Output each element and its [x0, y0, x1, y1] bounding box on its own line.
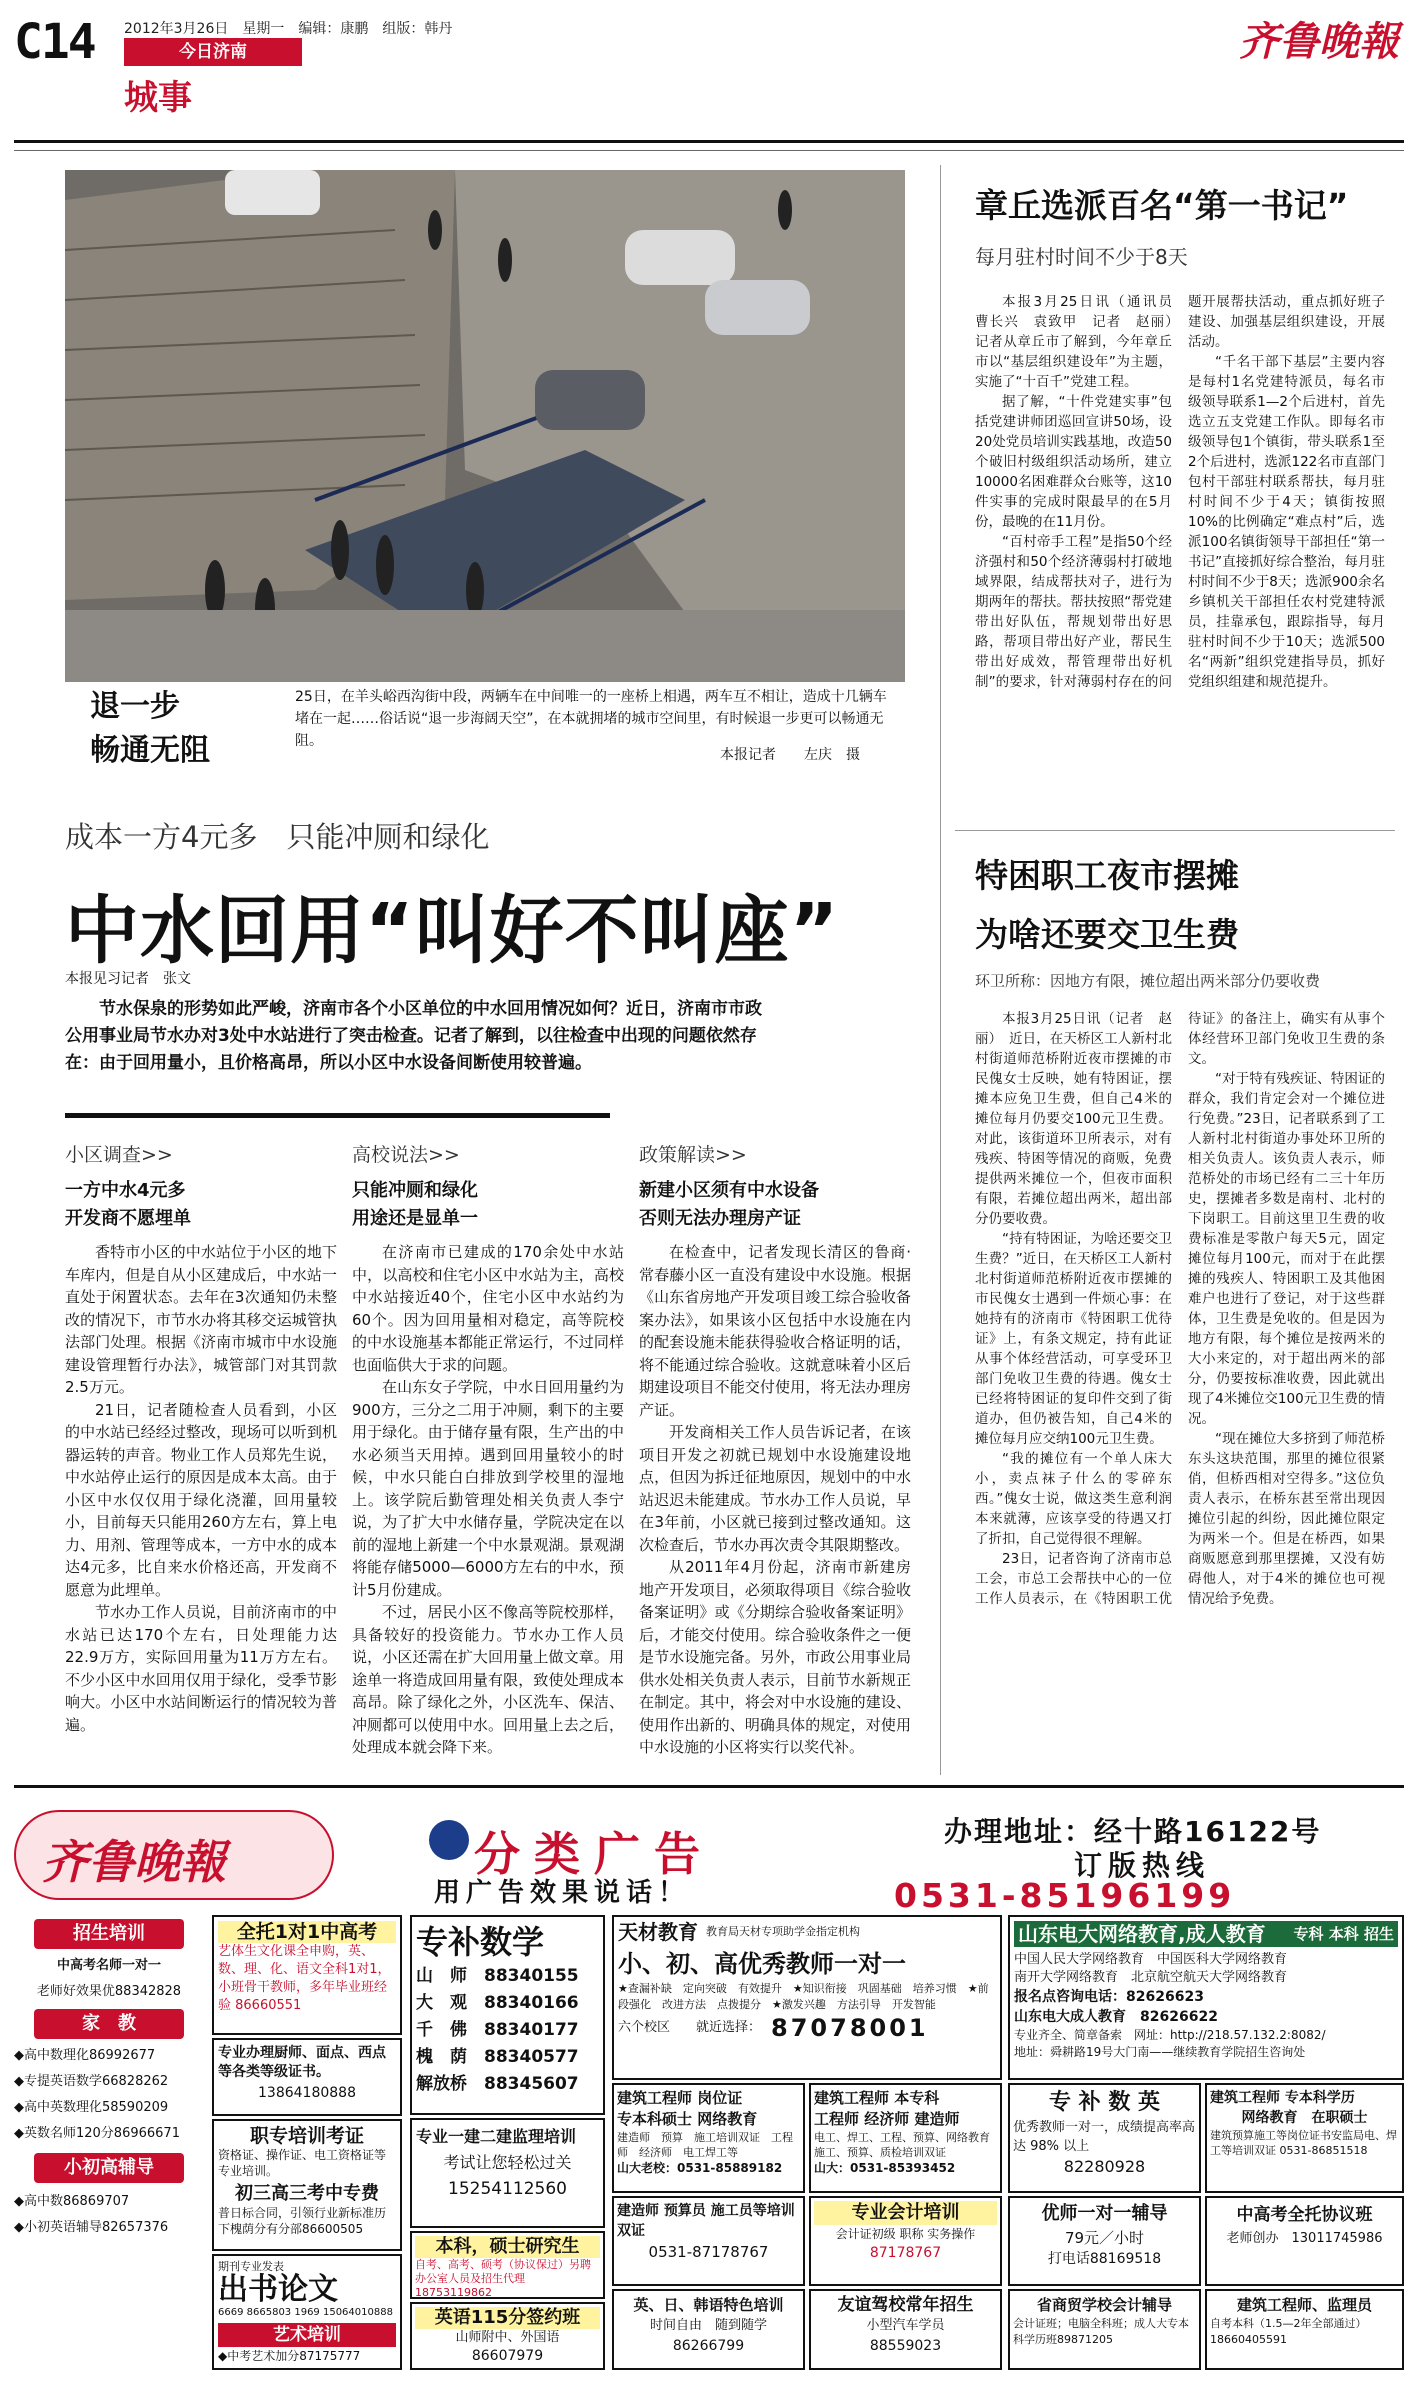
ad-list-column — [14, 1915, 204, 2370]
paragraph: 本报3月25日讯（通讯员 曹长兴 袁致甲 记者 赵丽） 记者从章丘市了解到，今年章丘市以“基层组织建设年”为主题，实施了“十百千”党建工程。 — [975, 294, 1186, 390]
ad-tag: 艺术培训 — [218, 2323, 396, 2347]
column-title-line2: 否则无法办理房产证 — [639, 1208, 801, 1229]
ad-body: 考试让您轻松过关 — [443, 2153, 572, 2172]
ad-brand-row — [618, 1921, 996, 1943]
ad-title: 建筑工程师、监理员 — [1236, 2296, 1372, 2314]
ad-line: 中高考名师一对一 — [56, 1958, 161, 1973]
masthead-logo: 齐鲁晚報 — [1239, 18, 1399, 65]
ad-phone: 报名点咨询电话：82626623 — [1014, 1989, 1204, 2005]
ad-box-tiancai — [612, 1915, 1002, 2080]
campus-name: 解放桥 — [416, 2074, 467, 2094]
paragraph: 在山东女子学院，中水日回用量约为900方，三分之二用于冲厕，剩下的主要用于绿化。由于储存量有限，生产出的中水必须当天用掉。遇到回用量较小的时候，中水只能白白排放到学校里的湿地上。该学院后勤管理处相关负责人李宁说，为了扩大中水储存量，学院决定在以前的湿地上新建一个中水景观湖。景观湖将能存储5000—6000方左右的中水，预计5月份建成。 — [352, 1378, 624, 1599]
column-title — [639, 1177, 911, 1233]
ad-line: ◆中考艺术加分87175777 — [218, 2349, 361, 2363]
right-divider — [955, 830, 1395, 831]
ad-body: 电工、焊工、工程、预算、网络教育施工、预算、质检培训双证 — [814, 2131, 990, 2159]
classified-banner — [14, 1810, 1404, 1915]
ad-box — [212, 2119, 402, 2251]
paragraph: 23日，记者咨询了济南市总工会，市总工会帮扶中心的一位工作人员表示，在《特困职工优待证》的备注上，确实有从事个体经营环卫部门免收卫生费的条文。 — [975, 1011, 1385, 1607]
campus-phone: 88340577 — [484, 2047, 579, 2067]
column-title-line2: 开发商不愿埋单 — [65, 1208, 191, 1229]
column-kicker: 高校说法>> — [352, 1144, 460, 1166]
column-body — [352, 1241, 624, 1759]
campus-name: 千 佛 — [416, 2020, 467, 2040]
paragraph: 开发商相关工作人员告诉记者，在该项目开发之初就已规划中水设施建设地点，但因为拆迁征地原因，规划中的中水站迟迟未能建成。节水办工作人员说，早在3年前，小区就已接到过整改通知。这次检查后，节水办再次责令其限期整改。 — [639, 1423, 911, 1554]
ad-title: 省商贸学校会计辅导 — [1036, 2296, 1172, 2314]
ad-phone: 0531-87178767 — [648, 2243, 769, 2261]
column-kicker: 小区调查>> — [65, 1144, 173, 1166]
news-photo — [65, 170, 905, 722]
photo-title — [90, 685, 210, 773]
right-article-1-body — [975, 292, 1385, 832]
column-title — [65, 1177, 337, 1233]
ad-body: 优秀教师一对一，成绩提高率高达 98% 以上 — [1013, 2120, 1196, 2154]
column-body — [65, 1241, 337, 1736]
ad-phone-row — [416, 1963, 599, 1990]
main-lead: 节水保泉的形势如此严峻，济南市各个小区单位的中水回用情况如何？近日，济南市市政公用事业局节水办对3处中水站进行了突击检查。记者了解到，以往检查中出现的问题依然存在：由于回用量小，且价格高昂，所以小区中水设备间断使用较普遍。 — [65, 999, 762, 1073]
ad-tag: 家 教 — [34, 2009, 184, 2039]
ad-line: ◆高中英数理化58590209 — [14, 2100, 169, 2115]
section-bar: 今日济南 — [124, 38, 302, 66]
ad-title: 本科，硕士研究生 — [415, 2236, 600, 2258]
ad-box — [410, 2302, 605, 2370]
column-divider — [940, 165, 941, 1775]
paragraph: 21日，记者随检查人员看到，小区的中水站已经经过整改，现场可以听到机器运转的声音。物业工作人员郑先生说，中水站停止运行的原因是成本太高。由于小区中水仅仅用于绿化浇灌，回用量较小，目前每天只能用260方左右，算上电力、用剂、管理等成本，一方中水的成本达4元多，比自来水价格还高，开发商不愿意为此埋单。 — [65, 1400, 337, 1599]
column-title-line1: 新建小区须有中水设备 — [639, 1180, 819, 1201]
ad-title: 出书论文 — [218, 2272, 338, 2307]
ad-phone-row — [416, 1990, 599, 2017]
ad-body: 资格证、操作证、电工资格证等专业培训。 — [218, 2148, 387, 2178]
paragraph: 在济南市已建成的170余处中水站中，以高校和住宅小区中水站为主，高校中水站接近40个，住宅小区中水站约为60个。因为回用量相对稳定，高等院校的中水设施基本都能正常运行，不过同样也面临供大于求的问题。 — [352, 1243, 624, 1374]
ad-brand-sub: 教育局天材专项助学金指定机构 — [706, 1925, 860, 1938]
campus-name: 槐 荫 — [416, 2047, 467, 2067]
ad-box — [410, 2118, 605, 2228]
ad-title: 建筑工程师 专本科学历 — [1210, 2090, 1355, 2106]
ad-body: 会计证初级 职称 实务操作 — [835, 2227, 976, 2241]
ad-box — [1205, 2289, 1404, 2370]
column-title — [352, 1177, 624, 1233]
ad-body: 时间自由 随到随学 — [649, 2318, 767, 2333]
paragraph: “持有特困证，为啥还要交卫生费？”近日，在天桥区工人新村北村街道师范桥附近夜市摆摊的市民傀女士遇到一件烦心事：在她持有的济南市《特困职工优待证》上，有条文规定，持有此证从事个体经营活动，可享受环卫部门免收卫生费的待遇。傀女士已经将特困证的复印件交到了街道办，但仍被告知，自己4米的摊位每月应交纳100元卫生费。 — [975, 1231, 1172, 1447]
ad-title-bar — [1014, 1921, 1398, 1947]
banner-hotline-label: 订版热线 — [1074, 1849, 1211, 1882]
column-title-line1: 只能冲厕和绿化 — [352, 1180, 478, 1201]
ad-title: 山东电大网络教育,成人教育 — [1018, 1922, 1266, 1946]
ad-section-rule — [14, 1785, 1404, 1788]
right-article-2-headline-2: 为啥还要交卫生费 — [975, 915, 1239, 954]
ad-title: 英、日、韩语特色培训 — [633, 2296, 784, 2314]
banner-title: 分类广告 — [474, 1827, 714, 1881]
ad-body: ★查漏补缺 定向突破 有效提升 ★知识衔接 巩固基础 培养习惯 ★前段强化 改进方法 点拨提分 ★激发兴趣 方法引导 开发智能 — [618, 1982, 989, 2011]
ad-line: ◆英数名师120分86966671 — [14, 2126, 180, 2141]
ad-body: 老师创办 13011745986 — [1226, 2231, 1383, 2246]
ad-title-tag: 专科 本科 招生 — [1293, 1925, 1394, 1943]
ad-body: 艺体生文化课全申购，英、数、理、化、语文全科1对1，小班骨干教师，多年毕业班经验 86660551 — [218, 1944, 391, 2013]
campus-name: 大 观 — [416, 1993, 467, 2013]
section-name: 城事 — [124, 78, 192, 118]
ad-phone: 86607979 — [471, 2348, 544, 2364]
ad-box — [212, 1915, 402, 2035]
main-headline: 中水回用“叫好不叫座” — [65, 888, 840, 974]
paragraph: “我的摊位有一个单人床大小，卖点袜子什么的零碎东西。”傀女士说，做这类生意利润本来就薄，应该享受的待遇又打了折扣，自己觉得很不理解。 — [975, 1451, 1172, 1547]
ad-phone: 87078001 — [771, 2014, 929, 2042]
column-title-line2: 用途还是显单一 — [352, 1208, 478, 1229]
ad-box — [1008, 2083, 1201, 2193]
ad-box — [612, 2196, 805, 2286]
paragraph: 在检查中，记者发现长清区的鲁商·常春藤小区一直没有建设中水设施。根据《山东省房地产开发项目竣工综合验收备案办法》，如果该小区包括中水设施在内的配套设施未能获得验收合格证明的话，将不能通过综合验收。这就意味着小区后期建设项目不能交付使用，将无法办理房产证。 — [639, 1243, 911, 1419]
banner-phone: 0531-85196199 — [894, 1876, 1236, 1915]
street-scene-illustration — [65, 170, 905, 722]
ad-box — [212, 2038, 402, 2116]
column-title-line1: 一方中水4元多 — [65, 1180, 186, 1201]
ad-label: 期刊专业发表 — [218, 2260, 284, 2273]
ad-box — [809, 2289, 1002, 2370]
ad-title: 小、初、高优秀教师一对一 — [618, 1950, 906, 1978]
ad-body: 山师附中、外国语 — [455, 2330, 560, 2345]
ad-box-shandong-tvu — [1008, 1915, 1404, 2080]
banner-moon-icon — [429, 1820, 469, 1860]
ad-title: 友谊驾校常年招生 — [837, 2295, 974, 2315]
ad-body: 专业齐全、简章备索 网址：http://218.57.132.2:8082/ — [1014, 2028, 1326, 2042]
ad-box — [410, 2231, 605, 2299]
ad-phone-row — [618, 2014, 996, 2042]
ad-title: 专补数学 — [416, 1923, 545, 1961]
paragraph: “对于特有残疾证、特困证的群众，我们肯定会对一个摊位进行免费。”23日，记者联系到了工人新村北村街道办事处环卫所的相关负责人。该负责人表示，师范桥处的市场已经有二三十年历史，摆摊者多数是南村、北村的下岗职工。目前这里卫生费的收费标准是零散户每天5元，固定摊位每月100元，而对于在此摆摊的残疾人、特困职工及其他困难户也进行了登记，对于这些群体，卫生费是免收的。但是因为地方有限，每个摊位是按两米的大小来定的，对于超出两米的部分，仍要按标准收费，因此就出现了4米摊位交100元卫生费的情况。 — [1188, 1071, 1385, 1427]
article-column-1 — [65, 1140, 337, 1736]
ad-tag: 小初高辅导 — [34, 2153, 184, 2183]
ad-phone: 6669 8665803 1969 15064010888 — [218, 2307, 393, 2318]
ad-phone: 82280928 — [1063, 2157, 1146, 2176]
ad-box — [1008, 2289, 1201, 2370]
photo-credit: 本报记者 左庆 摄 — [720, 747, 860, 763]
column-body — [639, 1241, 911, 1759]
paragraph: 从2011年4月份起，济南市新建房地产开发项目，必须取得项目《综合验收备案证明》或《分期综合验收备案证明》后，才能交付使用。综合验收条件之一便是节水设施完备。另外，市政公用事业局供水处相关负责人表示，目前节水新规正在制定。其中，将会对中水设施的建设、使用作出新的、明确具体的规定，对使用中水设施的小区将实行以奖代补。 — [639, 1558, 911, 1756]
ad-title: 建造师 预算员 施工员等培训双证 — [617, 2203, 795, 2239]
main-subheadline: 成本一方4元多 只能冲厕和绿化 — [65, 820, 490, 854]
ad-line: ◆高中数86869707 — [14, 2194, 130, 2209]
ad-phone-row — [416, 2017, 599, 2044]
ad-label: 六个校区 就近选择： — [618, 2020, 762, 2035]
ad-line: 南开大学网络教育 北京航空航天大学网络教育 — [1014, 1970, 1288, 1985]
ad-title: 专业一建二建监理培训 — [416, 2127, 577, 2146]
main-byline: 本报见习记者 张文 — [65, 971, 191, 987]
right-article-1-subhead: 每月驻村时间不少于8天 — [975, 245, 1188, 269]
ad-phone-list — [416, 1963, 599, 2098]
campus-phone: 88340155 — [484, 1966, 579, 1986]
dateline: 2012年3月26日 星期一 编辑：康鹏 组版：韩丹 — [124, 21, 453, 37]
photo-title-line1: 退一步 — [90, 689, 180, 724]
ad-title: 专业会计培训 — [814, 2201, 997, 2225]
column-kicker: 政策解读>> — [639, 1144, 747, 1166]
ad-title: 初三高三考中专费 — [235, 2183, 379, 2204]
ad-box — [410, 1915, 605, 2115]
paragraph: 节水办工作人员说，目前济南市的中水站已达170个左右，日处理能力达22.9万方，实际回用量为11万方左右。不少小区中水回用仅用于绿化，受季节影响大。小区中水站间断运行的情况较为普遍。 — [65, 1603, 337, 1734]
ad-title: 网络教育 在职硕士 — [1241, 2110, 1368, 2126]
paragraph: “百村帝手工程”是指50个经济强村和50个经济薄弱村打破地域界限，结成帮扶对子，进行为期两年的帮扶。帮扶按照“帮党建带出好队伍，帮规划带出好思路，帮项目带出好产业，帮民生带出好成效，帮管理带出好机制”的要求，针对薄弱村存在的问题开展帮扶活动，重点抓好班子建设、加强基层组织建设，开展活动。 — [975, 294, 1385, 690]
ad-title: 全托1对1中高考 — [218, 1921, 396, 1943]
ad-phone-row — [416, 2044, 599, 2071]
ad-box — [612, 2083, 805, 2193]
header-rule-thin — [14, 150, 1404, 151]
paragraph: “现在摊位大多挤到了师范桥东头这块范围，那里的摊位很紧俏，但桥西相对空得多。”这位负责人表示，在桥东甚至常出现因摊位引起的纠纷，因此摊位限定为两米一个。但是在桥西，如果商贩愿意到那里摆摊，又没有妨碍他人，对于4米的摊位也可视情况给予免费。 — [1188, 1431, 1385, 1607]
ad-line: 老师好效果优88342828 — [36, 1984, 182, 1999]
ad-line: ◆小初英语辅导82657376 — [14, 2220, 169, 2235]
ad-phone: 13864180888 — [258, 2085, 356, 2101]
ad-body: 建筑预算施工等岗位证书安监局电、焊工等培训双证 0531-86851518 — [1210, 2129, 1397, 2157]
paragraph: 据了解，“十件党建实事”包括党建讲师团巡回宣讲50场，设20处党员培训实践基地，改造50个破旧村级组织活动场所，建立10000名困难群众台账等，这10件实事的完成时限最早的在5月份，最晚的在11月份。 — [975, 394, 1172, 530]
campus-phone: 88345607 — [484, 2074, 579, 2094]
paragraph: 香特市小区的中水站位于小区的地下车库内，但是自从小区建成后，中水站一直处于闲置状态。去年在3次通知仍未整改的情况下，市节水办将其移交运城管执法部门处理。根据《济南市城市中水设施建设管理暂行办法》，城管部门对其罚款2.5万元。 — [65, 1243, 337, 1396]
ad-title: 专业办理厨师、面点、西点等各类等级证书。 — [218, 2045, 386, 2080]
ad-body: 地址：舜耕路19号大门南——继续教育学院招生咨询处 — [1014, 2045, 1306, 2059]
ad-phone: 山大：0531-85393452 — [814, 2161, 956, 2175]
ad-box — [1205, 2196, 1404, 2286]
page-number: C14 — [14, 14, 95, 70]
ad-phone: 86266799 — [672, 2338, 745, 2354]
lead-rule — [65, 1113, 610, 1118]
ad-phone: 88559023 — [869, 2338, 942, 2354]
ad-brand: 天材教育 — [618, 1920, 698, 1944]
right-article-2-subhead: 环卫所称：因地方有限，摊位超出两米部分仍要收费 — [975, 972, 1321, 990]
banner-masthead: 齐鲁晚報 — [42, 1835, 226, 1889]
header-rule — [14, 140, 1404, 143]
paragraph: 本报3月25日讯（记者 赵丽） 近日，在天桥区工人新村北村街道师范桥附近夜市摆摊的市民傀女士反映，她有特困证，摆摊本应免卫生费，但自己4米的摊位每月仍要交100元卫生费。对此，该街道环卫所表示，对有残疾、特困等情况的商贩，免费提供两米摊位一个，但夜市面积有限，若摊位超出两米，超出部分仍要收费。 — [975, 1011, 1172, 1227]
paragraph: “千名干部下基层”主要内容是每村1名党建特派员，每名市级领导联系1—2个后进村，首先选立五支党建工作队。即每名市级领导包1个镇街，带头联系1至2个后进村，选派122名市直部门包村干部驻村联系帮扶，每月驻村时间不少于4天；镇街按照10%的比例确定“难点村”后，选派100名镇街领导干部担任“第一书记”直接抓好综合整治，每月驻村时间不少于8天；选派900余名乡镇机关干部担任农村党建特派员，挂靠承包，跟踪指导，每月驻村时间不少于10天；选派500名“两新”组织党建指导员，抓好党组织组建和规范提升。 — [1188, 354, 1385, 690]
ad-phone: 87178767 — [869, 2245, 942, 2261]
ad-body: 自考本科（1.5—2年全部通过）18660405591 — [1210, 2317, 1367, 2346]
ad-title: 专本科硕士 网络教育 — [617, 2110, 758, 2128]
ad-title: 中高考全托协议班 — [1236, 2205, 1373, 2225]
right-article-2 — [975, 850, 1385, 1769]
ad-box — [809, 2196, 1002, 2286]
ad-body: 建造师 预算 施工培训双证 工程师 经济师 电工焊工等 — [617, 2131, 793, 2159]
ad-phone: 15254112560 — [448, 2179, 567, 2199]
ad-title: 优师一对一辅导 — [1041, 2203, 1168, 2224]
campus-name: 山 师 — [416, 1966, 467, 1986]
ad-phone: 山东电大成人教育 82626622 — [1014, 2009, 1218, 2025]
ad-body: 79元／小时 — [1064, 2229, 1145, 2247]
ad-body: 小型汽车学员 — [866, 2318, 945, 2333]
ad-box — [809, 2083, 1002, 2193]
campus-phone: 88340177 — [484, 2020, 579, 2040]
ad-box — [1205, 2083, 1404, 2193]
photo-caption: 25日，在羊头峪西沟街中段，两辆车在中间唯一的一座桥上相遇，两车互不相让，造成十几辆车堵在一起……俗话说“退一步海阔天空”，在本就拥堵的城市空间里，有时候退一步更可以畅通无阻。 — [295, 689, 887, 749]
campus-phone: 88340166 — [484, 1993, 579, 2013]
right-article-2-headline-1: 特困职工夜市摆摊 — [975, 856, 1239, 895]
ad-body: 自考、高考、硕考（协议保过）另聘办公室人员及招生代理 18753119862 — [415, 2258, 591, 2299]
article-column-3 — [639, 1140, 911, 1759]
ad-line: 中国人民大学网络教育 中国医科大学网络教育 — [1014, 1952, 1288, 1967]
paragraph: 不过，居民小区不像高等院校那样，具备较好的投资能力。节水办工作人员说，小区还需在扩大回用量上做文章。用途单一将造成回用量有限，致使处理成本高昂。除了绿化之外，小区洗车、保洁、冲厕都可以使用中水。回用量上去之后，处理成本就会降下来。 — [352, 1603, 624, 1756]
ad-title: 建筑工程师 岗位证 — [617, 2089, 743, 2107]
ad-box — [1008, 2196, 1201, 2286]
ad-title: 职专培训考证 — [249, 2125, 364, 2147]
banner-slogan: 用广告效果说话！ — [434, 1878, 691, 1908]
ad-box — [612, 2289, 805, 2370]
right-article-1-headline: 章丘选派百名“第一书记” — [975, 186, 1349, 225]
photo-title-line2: 畅通无阻 — [90, 733, 210, 768]
ad-title: 专 补 数 英 — [1049, 2090, 1160, 2115]
ad-title: 英语115分签约班 — [415, 2307, 600, 2329]
article-column-2 — [352, 1140, 624, 1759]
ad-tag: 招生培训 — [34, 1919, 184, 1949]
ad-body: 会计证班；电脑全科班；成人大专本科学历班89871205 — [1013, 2317, 1189, 2346]
ad-phone: 山大老校：0531-85889182 — [617, 2161, 783, 2175]
ad-phone-row — [416, 2071, 599, 2098]
right-article-2-body — [975, 1009, 1385, 1769]
ad-line: ◆专提英语数学66828262 — [14, 2074, 169, 2089]
ad-line: ◆高中数理化86992677 — [14, 2048, 156, 2063]
ad-box — [212, 2254, 402, 2370]
ad-phone: 打电话88169518 — [1047, 2251, 1162, 2267]
ad-body: 普日标合同，引领行业新标准历下槐荫分有分部86600505 — [218, 2206, 387, 2236]
ad-title: 工程师 经济师 建造师 — [814, 2110, 960, 2128]
ad-title: 建筑工程师 本专科 — [814, 2089, 940, 2107]
right-article-1 — [975, 180, 1385, 832]
banner-address: 办理地址：经十路16122号 — [944, 1815, 1322, 1848]
